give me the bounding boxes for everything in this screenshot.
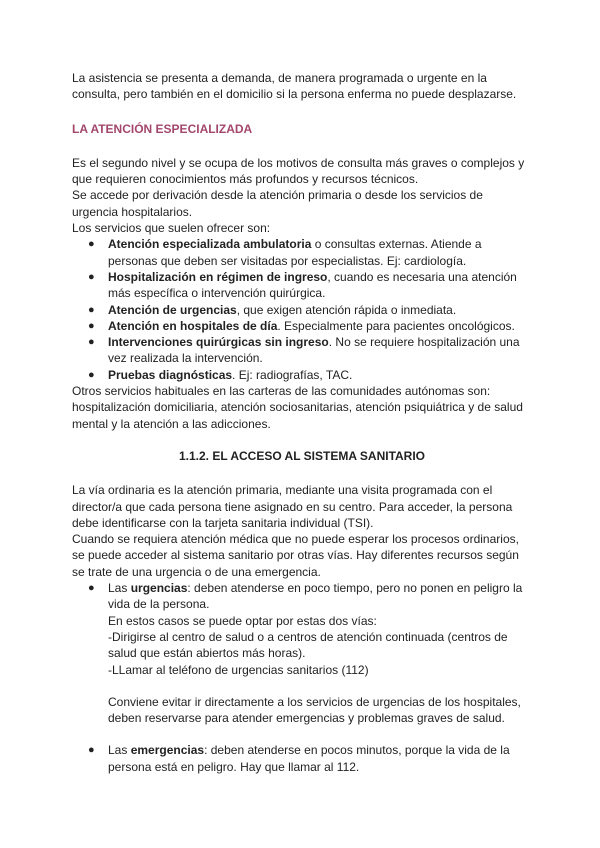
section-heading-acceso: 1.1.2. EL ACCESO AL SISTEMA SANITARIO xyxy=(178,448,426,463)
especializada-paragraph-4: Otros servicios habituales en las carteras de las comunidades autónomas son: hospitalización domiciliaria, atención sociosanitarias, atención psiquiátrica y de salud mental y la atención a las adicciones. xyxy=(72,384,523,431)
especializada-paragraph-3: Los servicios que suelen ofrecer son: xyxy=(72,221,271,236)
urgencias-line-1: En estos casos se puede optar por estas dos vías: xyxy=(108,613,377,628)
bullet-icon: ● xyxy=(88,336,95,349)
especializada-paragraph-1: Es el segundo nivel y se ocupa de los motivos de consulta más graves o complejos y que requieren conocimientos más profundos y recursos técnicos. xyxy=(72,155,525,187)
intro-paragraph: La asistencia se presenta a demanda, de manera programada o urgente en la consulta, pero también en el domicilio si la persona enferma no puede desplazarse. xyxy=(72,71,517,102)
urgencias-line-2: -Dirigirse al centro de salud o a centros de atención continuada (centros de salud que están abiertos más horas). xyxy=(108,629,508,661)
item-bold: Atención en hospitales de día xyxy=(108,318,278,333)
item-bold: emergencias xyxy=(130,743,205,758)
item-text: Las xyxy=(108,581,131,596)
especializada-paragraph-2: Se accede por derivación desde la atención primaria o desde los servicios de urgencia hospitalarios. xyxy=(72,188,483,219)
item-bold: Atención de urgencias xyxy=(108,302,237,317)
spacer xyxy=(72,726,532,742)
list-item xyxy=(72,334,532,367)
list-item xyxy=(72,302,532,318)
item-text: Las xyxy=(108,743,131,758)
item-text: . Especialmente para pacientes oncológicos. xyxy=(277,318,515,333)
list-item-urgencias xyxy=(72,580,532,613)
item-text: . Ej: radiografías, TAC. xyxy=(232,367,353,382)
bullet-icon: ● xyxy=(88,270,95,283)
item-text: . No se requiere hospitalización una vez realizada la intervención. xyxy=(108,335,520,366)
item-text: o consultas externas. Atiende a personas que deben ser visitadas por especialistas. Ej: cardiología. xyxy=(108,237,482,268)
item-bold: Pruebas diagnósticas xyxy=(108,367,233,382)
list-item xyxy=(72,269,532,302)
item-text: , cuando es necesaria una atención más específica o intervención quirúrgica. xyxy=(108,269,517,301)
bullet-icon: ● xyxy=(88,582,95,595)
bullet-icon: ● xyxy=(88,238,95,251)
acceso-paragraph-1: La vía ordinaria es la atención primaria, mediante una visita programada con el director/a que cada persona tiene asignado en su centro. Para acceder, la persona debe identificarse con la tarjeta sanitaria individual (TSI). xyxy=(72,483,513,530)
acceso-paragraph-2: Cuando se requiera atención médica que no puede esperar los procesos ordinarios, se puede acceder al sistema sanitario por otras vías. Hay diferentes recursos según se trate de una urgencia o de una emergencia. xyxy=(72,532,519,579)
item-text: : deben atenderse en poco tiempo, pero no ponen en peligro la vida de la persona. xyxy=(108,581,523,612)
services-list xyxy=(72,236,532,383)
bullet-icon: ● xyxy=(88,319,95,332)
item-bold: Intervenciones quirúrgicas sin ingreso xyxy=(108,335,329,350)
list-item xyxy=(72,236,532,269)
bullet-icon: ● xyxy=(88,303,95,316)
bullet-icon: ● xyxy=(88,368,95,381)
section-heading-especializada: LA ATENCIÓN ESPECIALIZADA xyxy=(72,121,253,136)
access-list-2 xyxy=(72,742,532,775)
item-bold: Atención especializada ambulatoria xyxy=(108,237,312,252)
urgencias-line-4: Conviene evitar ir directamente a los servicios de urgencias de los hospitales, deben reservarse para atender emergencias y problemas graves de salud. xyxy=(108,694,521,726)
document-page xyxy=(72,70,532,775)
urgencias-details xyxy=(72,613,532,727)
bullet-icon: ● xyxy=(88,744,95,757)
list-item-emergencias xyxy=(72,742,532,775)
item-text: , que exigen atención rápida o inmediata. xyxy=(236,302,457,317)
list-item xyxy=(72,367,532,383)
item-bold: urgencias xyxy=(130,581,188,596)
urgencias-line-3: -LLamar al teléfono de urgencias sanitarios (112) xyxy=(108,662,369,677)
access-list xyxy=(72,580,532,613)
item-text: : deben atenderse en pocos minutos, porque la vida de la persona está en peligro. Hay que llamar al 112. xyxy=(108,743,510,774)
list-item xyxy=(72,318,532,334)
item-bold: Hospitalización en régimen de ingreso xyxy=(108,269,328,284)
spacer xyxy=(108,678,532,694)
